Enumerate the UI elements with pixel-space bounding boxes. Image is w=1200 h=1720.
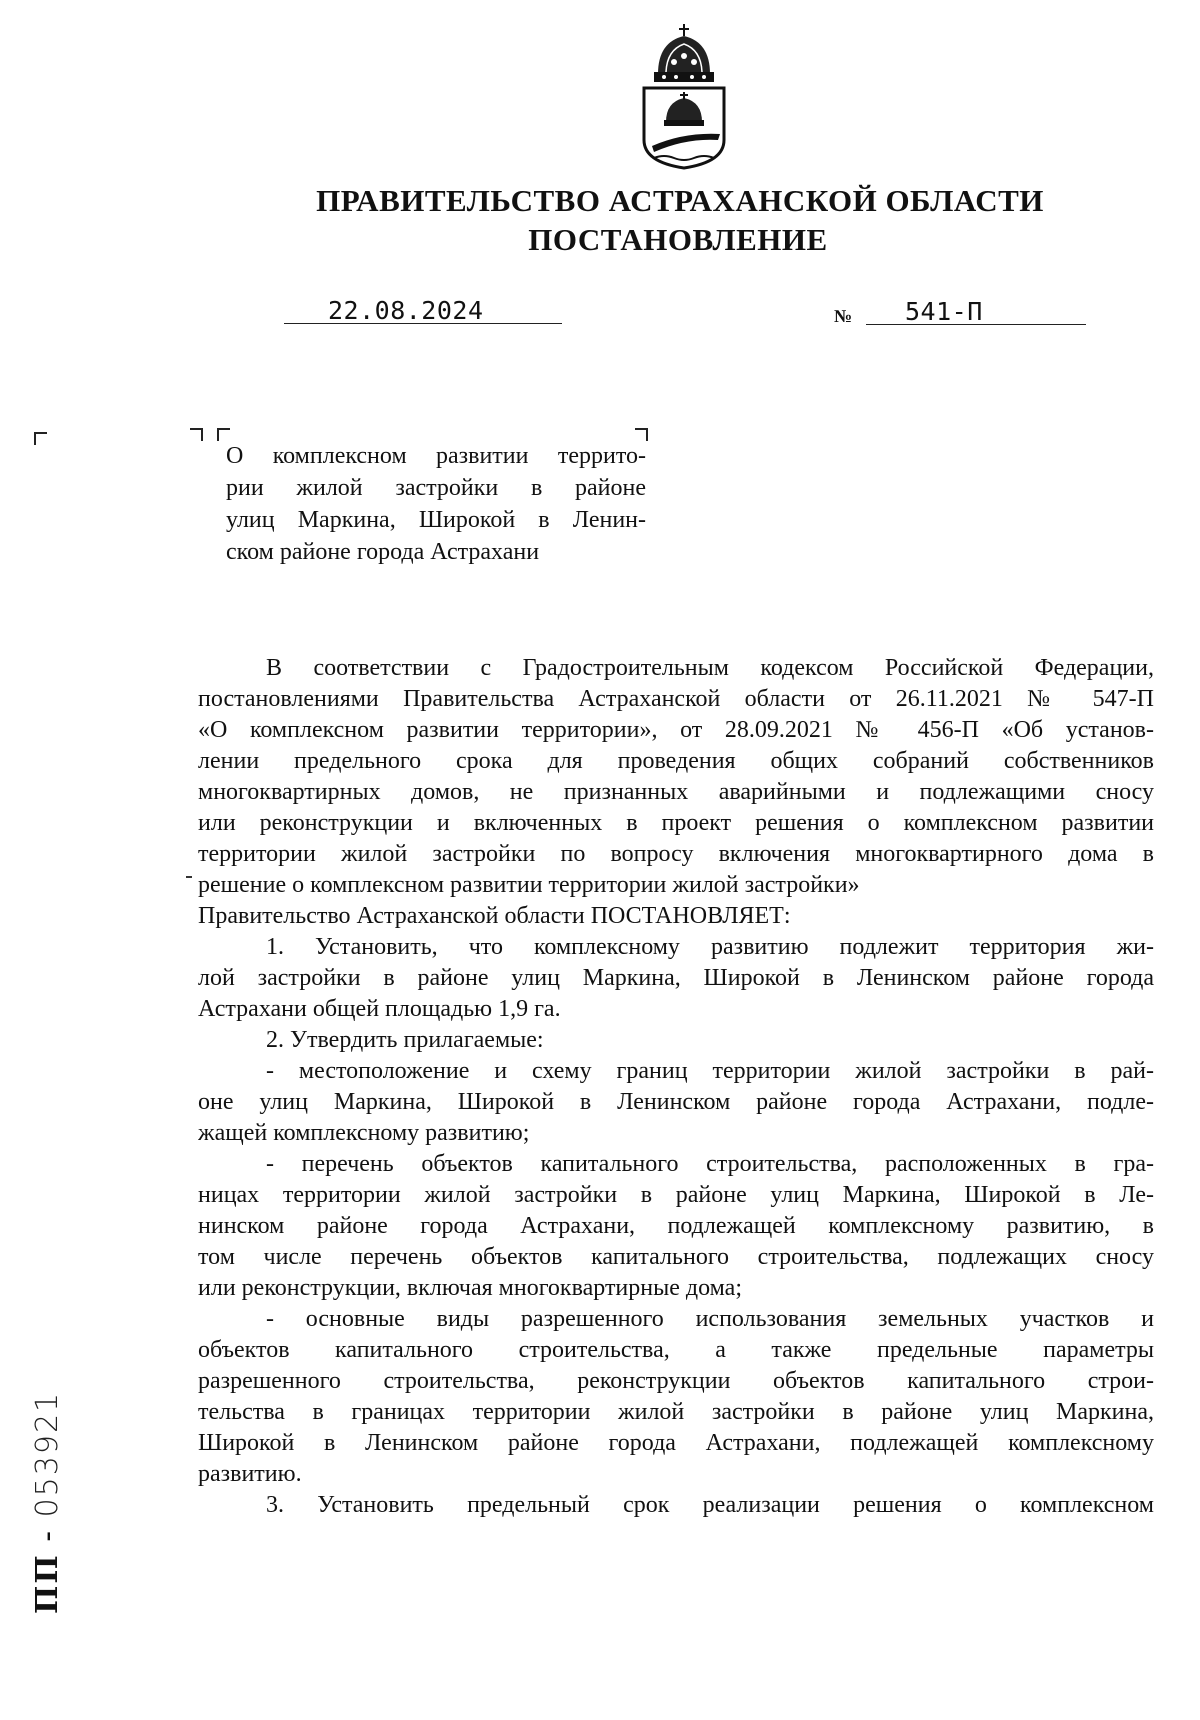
body-line: объектов капитального строительства, а также предельные параметры bbox=[198, 1337, 1154, 1363]
body-line: В соответствии с Градостроительным кодексом Российской Федерации, bbox=[266, 655, 1154, 681]
document-number: 541-П bbox=[905, 297, 983, 326]
body-line: - местоположение и схему границ территории жилой застройки в рай- bbox=[266, 1058, 1154, 1084]
number-underline bbox=[866, 324, 1086, 325]
body-line: тельства в границах территории жилой застройки в районе улиц Маркина, bbox=[198, 1399, 1154, 1425]
stamp-separator: - bbox=[30, 1528, 65, 1542]
title-line: рии жилой застройки в районе bbox=[226, 475, 646, 501]
body-line: Астрахани общей площадью 1,9 га. bbox=[198, 996, 561, 1022]
body-line: решение о комплексном развитии территории жилой застройки» bbox=[198, 872, 860, 898]
form-serial-stamp bbox=[28, 1390, 68, 1614]
body-line: или реконструкции и включенных в проект решения о комплексном развитии bbox=[198, 810, 1154, 836]
body-line: лении предельного срока для проведения общих собраний собственников bbox=[198, 748, 1154, 774]
body-line: 3. Установить предельный срок реализации решения о комплексном bbox=[266, 1492, 1154, 1518]
body-line: разрешенного строительства, реконструкции объектов капитального строи- bbox=[198, 1368, 1154, 1394]
date-underline bbox=[284, 323, 562, 324]
corner-mark-left bbox=[34, 432, 47, 445]
body-line: том числе перечень объектов капитального строительства, подлежащих сносу bbox=[198, 1244, 1154, 1270]
coat-of-arms-emblem bbox=[636, 22, 732, 170]
body-line: территории жилой застройки по вопросу включения многоквартирного дома в bbox=[198, 841, 1154, 867]
body-line: постановлениями Правительства Астраханской области от 26.11.2021 № 547-П bbox=[198, 686, 1154, 712]
title-line: улиц Маркина, Широкой в Ленин- bbox=[226, 507, 646, 533]
stamp-series: ПП bbox=[30, 1553, 65, 1614]
body-line: или реконструкции, включая многоквартирные дома; bbox=[198, 1275, 742, 1301]
corner-mark-title-open-right bbox=[190, 428, 203, 441]
body-line: 2. Утвердить прилагаемые: bbox=[266, 1027, 544, 1053]
body-line: «О комплексном развитии территории», от 28.09.2021 № 456-П «Об установ- bbox=[198, 717, 1154, 743]
body-line: - основные виды разрешенного использования земельных участков и bbox=[266, 1306, 1154, 1332]
body-line: жащей комплексному развитию; bbox=[198, 1120, 530, 1146]
body-line: многоквартирных домов, не признанных аварийными и подлежащими сносу bbox=[198, 779, 1154, 805]
body-line: 1. Установить, что комплексному развитию подлежит территория жи- bbox=[266, 934, 1154, 960]
body-line: Правительство Астраханской области ПОСТАНОВЛЯЕТ: bbox=[198, 903, 791, 929]
margin-mark bbox=[186, 876, 192, 878]
document-body bbox=[198, 653, 1154, 1521]
number-sign: № bbox=[834, 306, 853, 326]
document-date: 22.08.2024 bbox=[328, 296, 484, 325]
document-type: ПОСТАНОВЛЕНИЕ bbox=[528, 222, 828, 257]
body-line: нинском районе города Астрахани, подлежащей комплексному развитию, в bbox=[198, 1213, 1154, 1239]
government-name: ПРАВИТЕЛЬСТВО АСТРАХАНСКОЙ ОБЛАСТИ bbox=[316, 183, 1044, 218]
body-line: лой застройки в районе улиц Маркина, Широкой в Ленинском районе города bbox=[198, 965, 1154, 991]
body-line: ницах территории жилой застройки в районе улиц Маркина, Широкой в Ле- bbox=[198, 1182, 1154, 1208]
stamp-number: 053921 bbox=[30, 1390, 65, 1518]
document-title bbox=[226, 440, 646, 568]
title-line: О комплексном развитии террито- bbox=[226, 443, 646, 469]
body-line: развитию. bbox=[198, 1461, 302, 1487]
title-line: ском районе города Астрахани bbox=[226, 539, 540, 565]
body-line: Широкой в Ленинском районе города Астрахани, подлежащей комплексному bbox=[198, 1430, 1154, 1456]
body-line: - перечень объектов капитального строительства, расположенных в гра- bbox=[266, 1151, 1154, 1177]
body-line: оне улиц Маркина, Широкой в Ленинском районе города Астрахани, подле- bbox=[198, 1089, 1154, 1115]
